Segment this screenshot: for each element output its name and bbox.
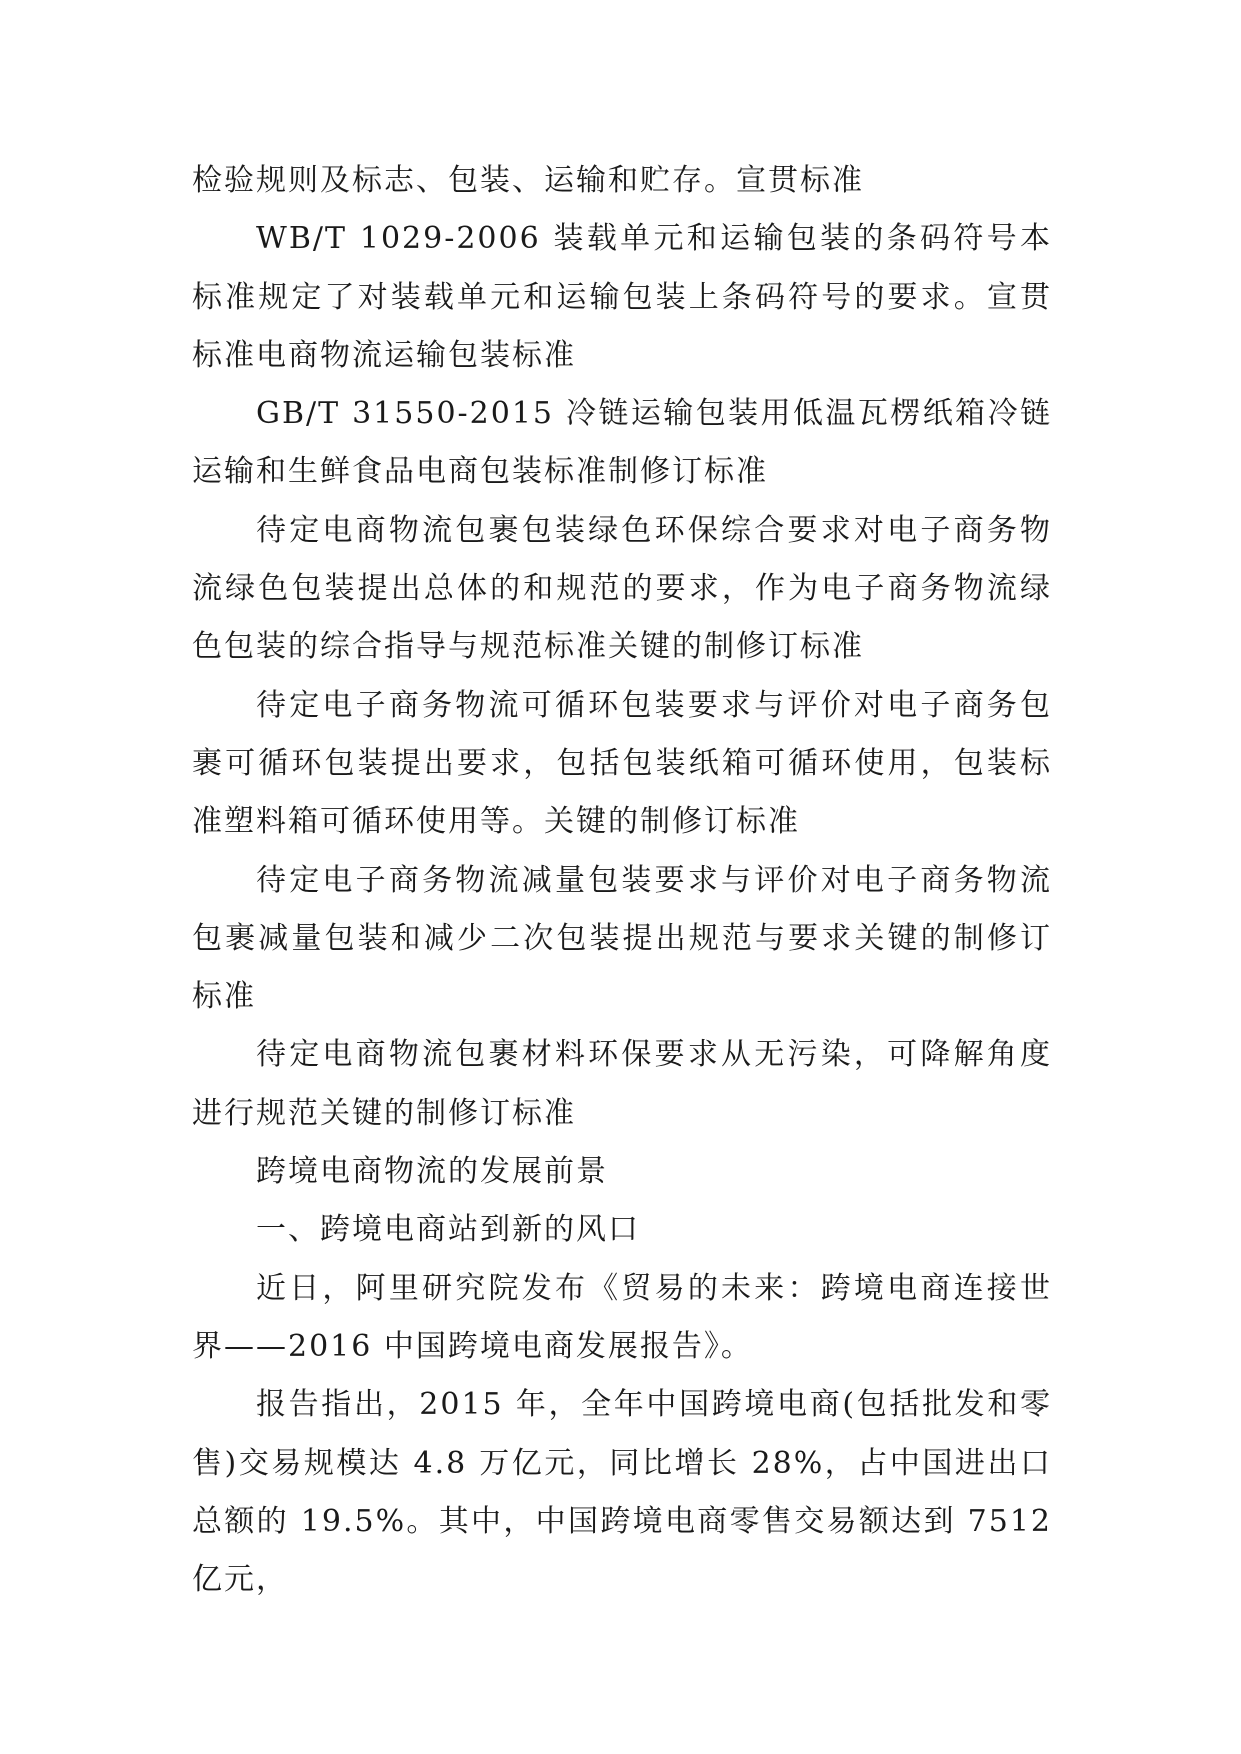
paragraph-report-release: 近日，阿里研究院发布《贸易的未来：跨境电商连接世界——2016 中国跨境电商发展报告》。 [192,1270,1052,1364]
paragraph-material-requirements: 待定电商物流包裹材料环保要求从无污染，可降解角度进行规范关键的制修订标准 [192,1037,1052,1131]
paragraph-reduced-packaging: 待定电子商务物流减量包装要求与评价对电子商务物流包裹减量包装和减少二次包装提出规范与要求关键的制修订标准 [192,862,1052,1015]
subsection-heading: 一、跨境电商站到新的风口 [256,1212,640,1248]
paragraph-green-packaging: 待定电商物流包裹包装绿色环保综合要求对电子商务物流绿色包装提出总体的和规范的要求，作为电子商务物流绿色包装的综合指导与规范标准关键的制修订标准 [192,512,1052,665]
paragraph-recyclable-packaging: 待定电子商务物流可循环包装要求与评价对电子商务包裹可循环包装提出要求，包括包装纸箱可循环使用，包装标准塑料箱可循环使用等。关键的制修订标准 [192,687,1052,840]
section-heading: 跨境电商物流的发展前景 [256,1154,608,1190]
paragraph-gbt-31550: GB/T 31550-2015 冷链运输包装用低温瓦楞纸箱冷链运输和生鲜食品电商包装标准制修订标准 [192,396,1052,490]
paragraph-continuation: 检验规则及标志、包装、运输和贮存。宣贯标准 [192,163,864,198]
paragraph-report-figures: 报告指出，2015 年，全年中国跨境电商(包括批发和零售)交易规模达 4.8 万亿元，同比增长 28%，占中国进出口总额的 19.5%。其中，中国跨境电商零售交易额达到 7512 亿元， [192,1387,1052,1598]
paragraph-wbt-1029: WB/T 1029-2006 装载单元和运输包装的条码符号本标准规定了对装载单元和运输包装上条码符号的要求。宣贯标准电商物流运输包装标准 [192,221,1052,373]
document-body [192,152,1052,1609]
